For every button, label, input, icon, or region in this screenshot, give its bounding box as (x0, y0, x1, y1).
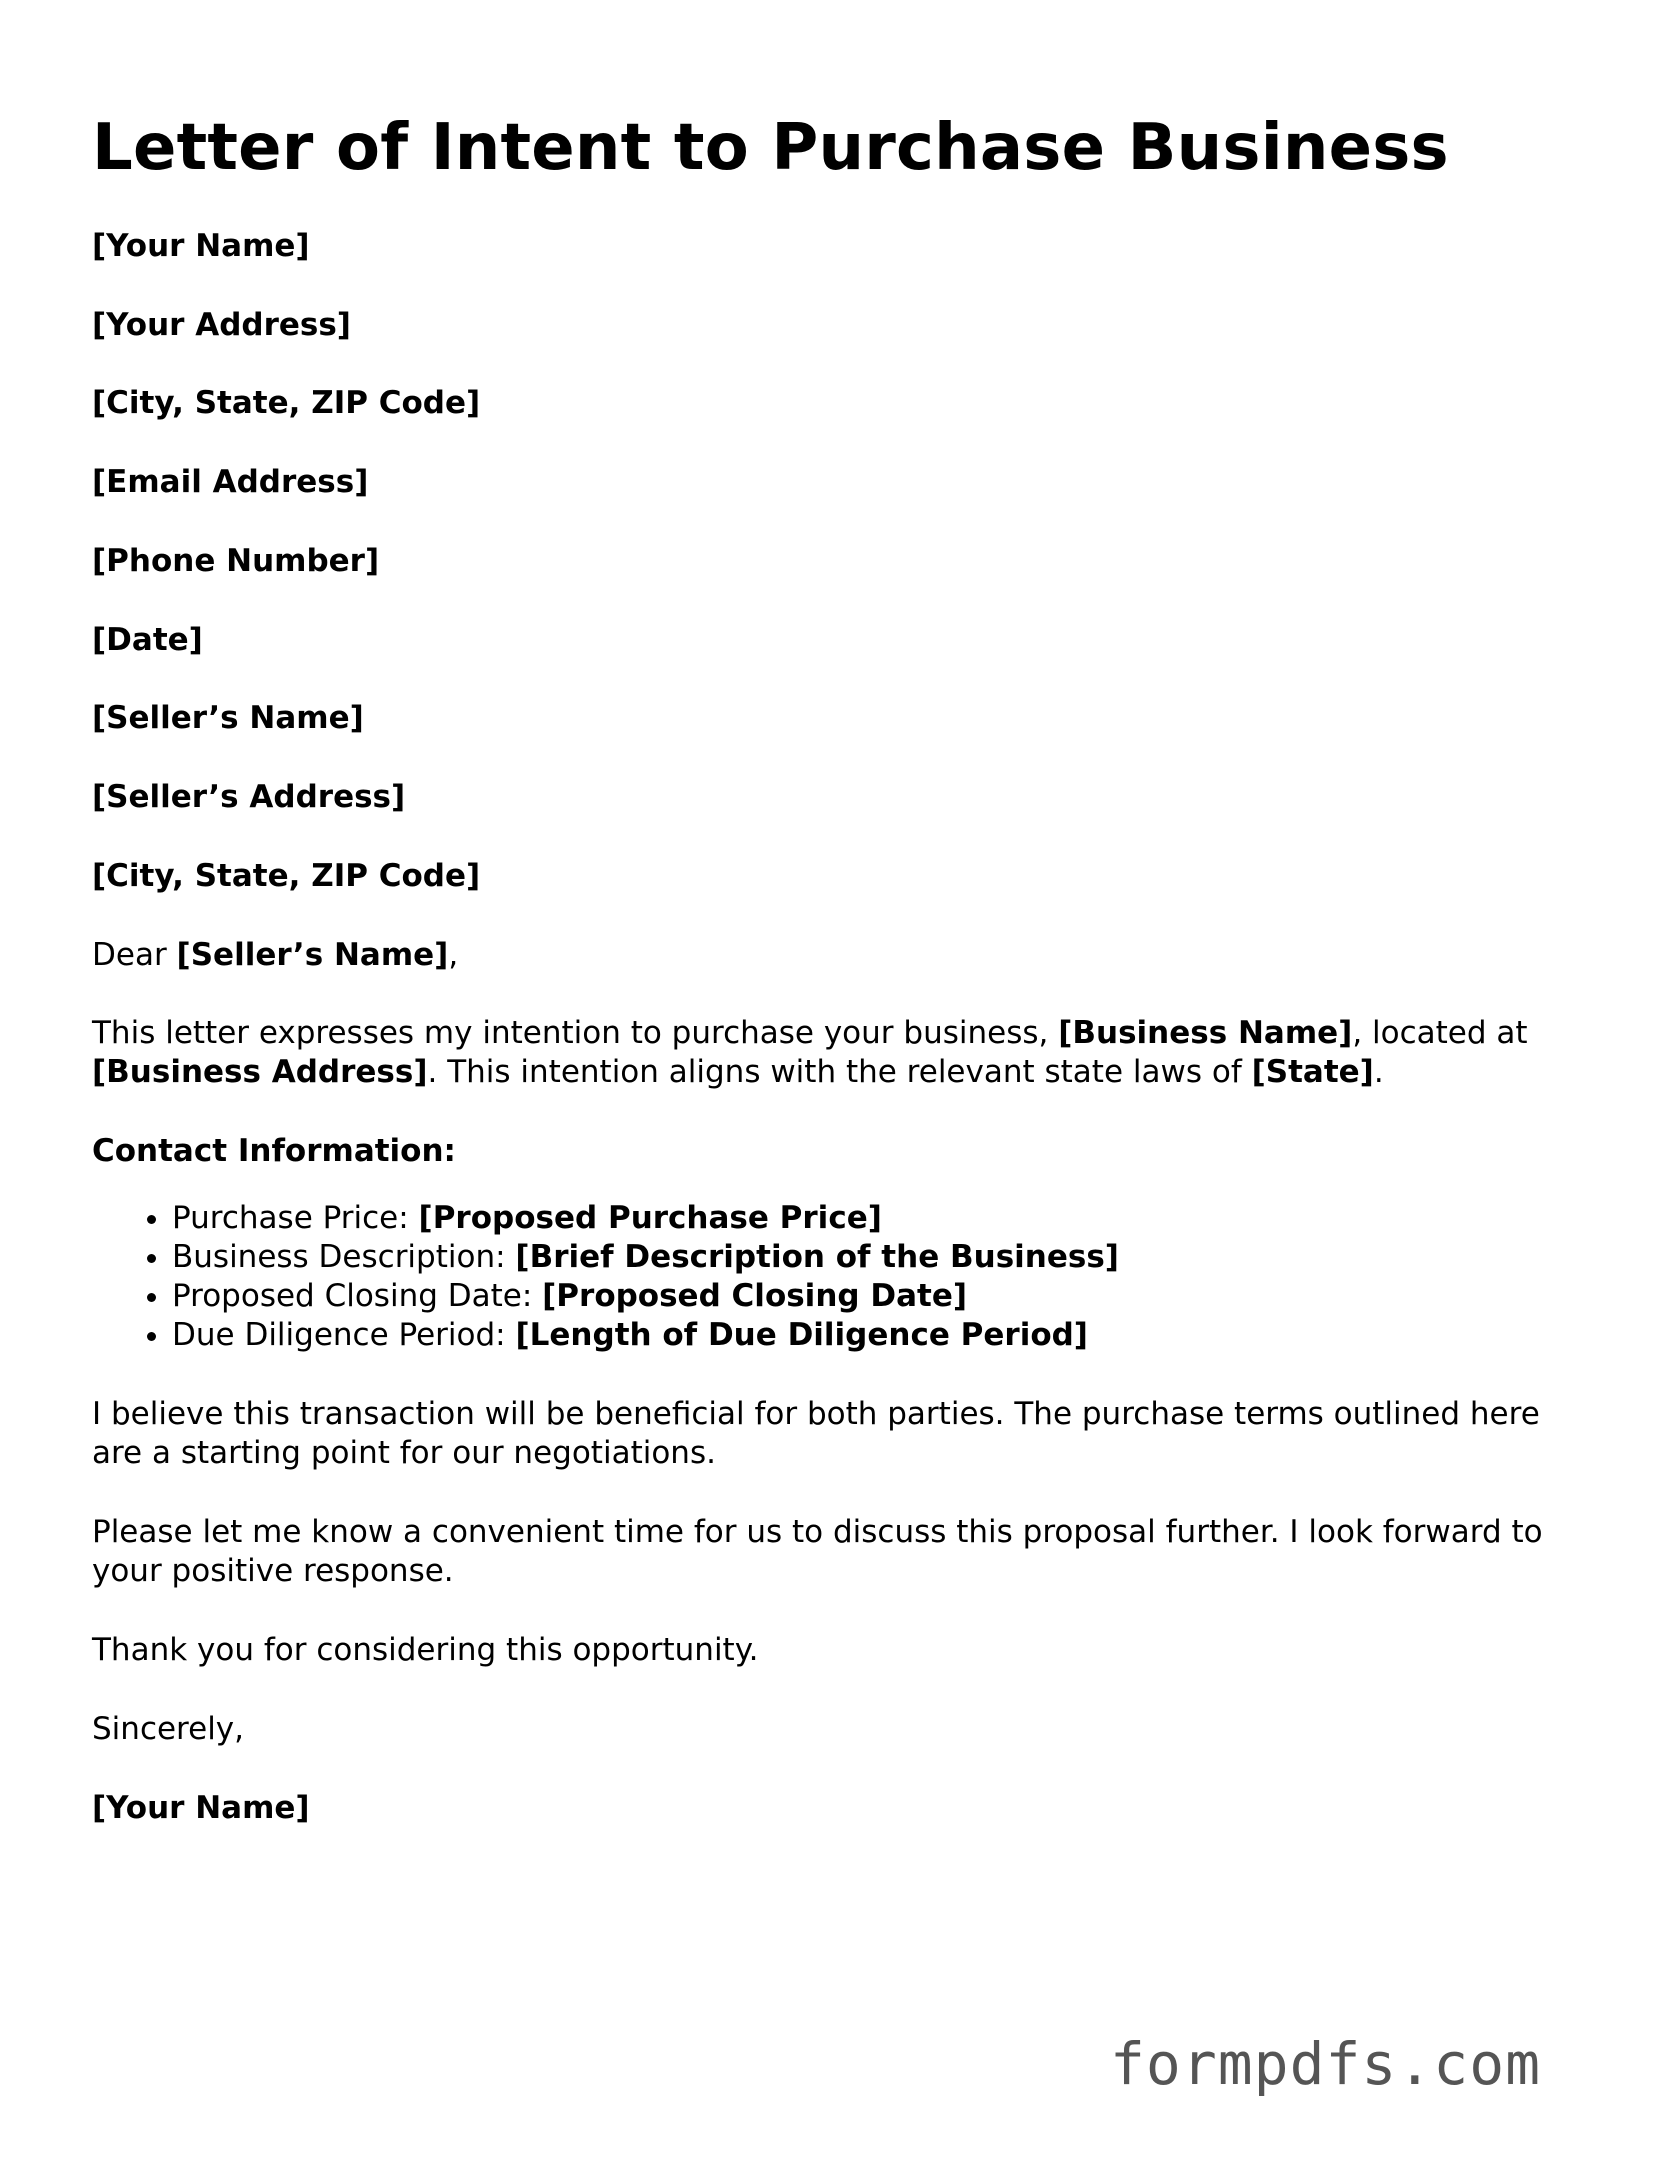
sender-address: [Your Address] (92, 306, 351, 343)
term-value: [Proposed Closing Date] (542, 1278, 968, 1315)
list-item (172, 1316, 1592, 1355)
term-label: Due Diligence Period: (172, 1317, 516, 1354)
list-item (172, 1199, 1592, 1238)
business-name: [Business Name] (1058, 1015, 1353, 1052)
recipient-address: [Seller’s Address] (92, 779, 406, 816)
closing: Sincerely, (92, 1711, 245, 1748)
business-address: [Business Address] (92, 1054, 428, 1091)
sender-city-state-zip: [City, State, ZIP Code] (92, 385, 481, 422)
term-label: Business Description: (172, 1239, 516, 1276)
terms-list (92, 1199, 1592, 1355)
sender-phone: [Phone Number] (92, 542, 380, 579)
benefit-paragraph: I believe this transaction will be beneficial for both parties. The purchase terms outlined here are a starting point for our negotiations. (92, 1396, 1540, 1472)
list-item (172, 1277, 1592, 1316)
watermark: formpdfs.com (1110, 2030, 1542, 2098)
term-label: Proposed Closing Date: (172, 1278, 543, 1315)
salutation-suffix: , (448, 936, 459, 973)
salutation-prefix: Dear (92, 936, 177, 973)
recipient-city-state-zip: [City, State, ZIP Code] (92, 857, 481, 894)
state: [State] (1251, 1054, 1374, 1091)
letter-date: [Date] (92, 621, 203, 658)
signature-name: [Your Name] (92, 1789, 310, 1826)
contact-heading: Contact Information: (92, 1133, 456, 1170)
page-title: Letter of Intent to Purchase Business (92, 111, 1449, 185)
term-label: Purchase Price: (172, 1200, 419, 1237)
salutation-name: [Seller’s Name] (176, 936, 449, 973)
salutation (92, 936, 1592, 975)
term-value: [Length of Due Diligence Period] (515, 1317, 1088, 1354)
sender-name: [Your Name] (92, 227, 310, 264)
list-item (172, 1238, 1592, 1277)
thanks-paragraph: Thank you for considering this opportunity. (92, 1632, 759, 1669)
term-value: [Proposed Purchase Price] (418, 1200, 882, 1237)
intro-text-2: , located at (1352, 1015, 1528, 1052)
intro-text-1: This letter expresses my intention to purchase your business, (92, 1015, 1059, 1052)
intro-text-4: . (1373, 1054, 1384, 1091)
letter-document (92, 110, 1592, 1868)
sender-email: [Email Address] (92, 464, 369, 501)
intro-paragraph (92, 1014, 1582, 1092)
term-value: [Brief Description of the Business] (515, 1239, 1119, 1276)
intro-text-3: . This intention aligns with the relevant state laws of (427, 1054, 1252, 1091)
recipient-name: [Seller’s Name] (92, 700, 364, 737)
discuss-paragraph: Please let me know a convenient time for us to discuss this proposal further. I look forward to your positive response. (92, 1514, 1543, 1590)
